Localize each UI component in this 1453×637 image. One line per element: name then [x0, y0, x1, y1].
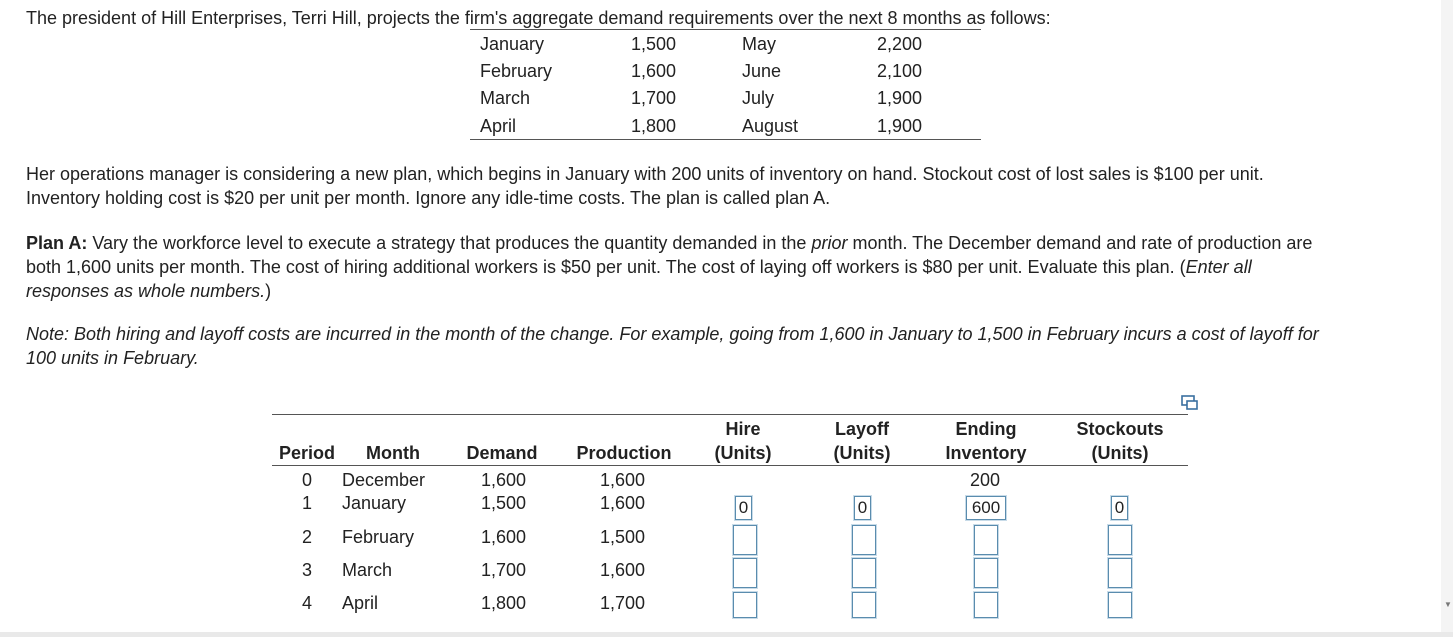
- intro-text: The president of Hill Enterprises, Terri Hill, projects the firm's aggregate demand requirements over the next 8 months as follows:: [26, 8, 1051, 28]
- row-production: 1,500: [600, 527, 646, 547]
- plan-a-text: month. The December demand and rate of production are: [847, 233, 1313, 253]
- demand-value: 2,100: [876, 61, 922, 81]
- header-period: Period: [278, 443, 335, 463]
- stockouts-input[interactable]: [1108, 525, 1132, 555]
- demand-month: January: [480, 34, 545, 54]
- demand-value: 1,900: [876, 116, 922, 136]
- note-line-1: Note: Both hiring and layoff costs are incurred in the month of the change. For example, going from 1,600 in January to 1,500 in February incurs a cost of layoff for: [26, 324, 1319, 344]
- plan-a-text: both 1,600 units per month. The cost of hiring additional workers is $50 per unit. The cost of laying off workers is $80 per unit. Evaluate this plan. (: [26, 257, 1186, 277]
- row-month: January: [342, 493, 407, 513]
- row-period: 4: [302, 593, 313, 613]
- row-demand: 1,500: [481, 493, 527, 513]
- plan-a-emphasis: prior: [811, 233, 848, 253]
- layoff-input[interactable]: [854, 496, 871, 520]
- row-ending-inventory: 200: [970, 470, 1001, 490]
- plan-a-emphasis: responses as whole numbers.: [26, 281, 266, 301]
- plan-table-header-rule: [272, 465, 1188, 466]
- header-layoff-line-2: (Units): [833, 443, 891, 463]
- row-demand: 1,600: [481, 527, 527, 547]
- demand-value: 2,200: [876, 34, 922, 54]
- demand-value: 1,600: [630, 61, 676, 81]
- row-period: 0: [302, 470, 313, 490]
- row-production: 1,600: [600, 493, 646, 513]
- stockouts-input[interactable]: [1108, 592, 1132, 618]
- ending-inventory-input[interactable]: [966, 496, 1006, 520]
- demand-value: 1,700: [630, 88, 676, 108]
- copy-icon[interactable]: [1181, 395, 1199, 411]
- scroll-down-arrow-icon[interactable]: ▼: [1444, 600, 1452, 609]
- demand-table-top-rule: [470, 29, 981, 30]
- demand-month: June: [742, 61, 782, 81]
- plan-a-line-1: [26, 231, 1312, 255]
- layoff-input[interactable]: [852, 525, 876, 555]
- plan-a-text: Vary the workforce level to execute a strategy that produces the quantity demanded in the: [87, 233, 812, 253]
- row-month: April: [342, 593, 379, 613]
- header-hire-line-2: (Units): [714, 443, 772, 463]
- demand-month: July: [742, 88, 775, 108]
- header-month: Month: [366, 443, 420, 463]
- row-period: 3: [302, 560, 313, 580]
- row-production: 1,600: [600, 470, 646, 490]
- plan-a-text: ): [265, 281, 272, 301]
- bottom-bar: [0, 632, 1453, 637]
- plan-a-label: Plan A:: [26, 233, 88, 253]
- header-production: Production: [576, 443, 672, 463]
- hire-input[interactable]: [735, 496, 752, 520]
- row-month: December: [342, 470, 426, 490]
- row-month: March: [342, 560, 393, 580]
- hire-input[interactable]: [733, 525, 757, 555]
- plan-table-top-rule: [272, 414, 1188, 415]
- row-demand: 1,600: [481, 470, 527, 490]
- demand-table-bottom-rule: [470, 139, 981, 140]
- layoff-input[interactable]: [852, 592, 876, 618]
- note-line-2: 100 units in February.: [26, 348, 199, 368]
- demand-value: 1,900: [876, 88, 922, 108]
- plan-description-line-2: Inventory holding cost is $20 per unit per month. Ignore any idle-time costs. The plan is called plan A.: [26, 188, 831, 208]
- header-demand: Demand: [466, 443, 538, 463]
- demand-value: 1,800: [630, 116, 676, 136]
- ending-inventory-input[interactable]: [974, 592, 998, 618]
- hire-input[interactable]: [733, 592, 757, 618]
- row-month: February: [342, 527, 415, 547]
- vertical-scrollbar[interactable]: [1441, 0, 1453, 637]
- row-period: 1: [302, 493, 313, 513]
- stockouts-input[interactable]: [1108, 558, 1132, 588]
- row-demand: 1,700: [481, 560, 527, 580]
- ending-inventory-input[interactable]: [974, 558, 998, 588]
- demand-month: April: [480, 116, 517, 136]
- plan-a-line-2: [26, 255, 1252, 279]
- demand-month: February: [480, 61, 553, 81]
- header-layoff-line-1: Layoff: [835, 419, 889, 439]
- layoff-input[interactable]: [852, 558, 876, 588]
- demand-month: March: [480, 88, 531, 108]
- stockouts-input[interactable]: [1111, 496, 1128, 520]
- ending-inventory-input[interactable]: [974, 525, 998, 555]
- row-demand: 1,800: [481, 593, 527, 613]
- header-hire-line-1: Hire: [725, 419, 761, 439]
- plan-description-line-1: Her operations manager is considering a new plan, which begins in January with 200 units of inventory on hand. Stockout cost of lost sales is $100 per unit.: [26, 164, 1264, 184]
- hire-input[interactable]: [733, 558, 757, 588]
- row-production: 1,700: [600, 593, 646, 613]
- plan-a-emphasis: Enter all: [1185, 257, 1252, 277]
- header-stockouts-line-2: (Units): [1091, 443, 1149, 463]
- header-ending-line-1: Ending: [955, 419, 1017, 439]
- demand-month: August: [742, 116, 799, 136]
- plan-a-line-3: [26, 279, 271, 303]
- header-stockouts-line-1: Stockouts: [1076, 419, 1164, 439]
- header-ending-line-2: Inventory: [945, 443, 1027, 463]
- row-production: 1,600: [600, 560, 646, 580]
- row-period: 2: [302, 527, 313, 547]
- demand-value: 1,500: [630, 34, 676, 54]
- demand-month: May: [742, 34, 777, 54]
